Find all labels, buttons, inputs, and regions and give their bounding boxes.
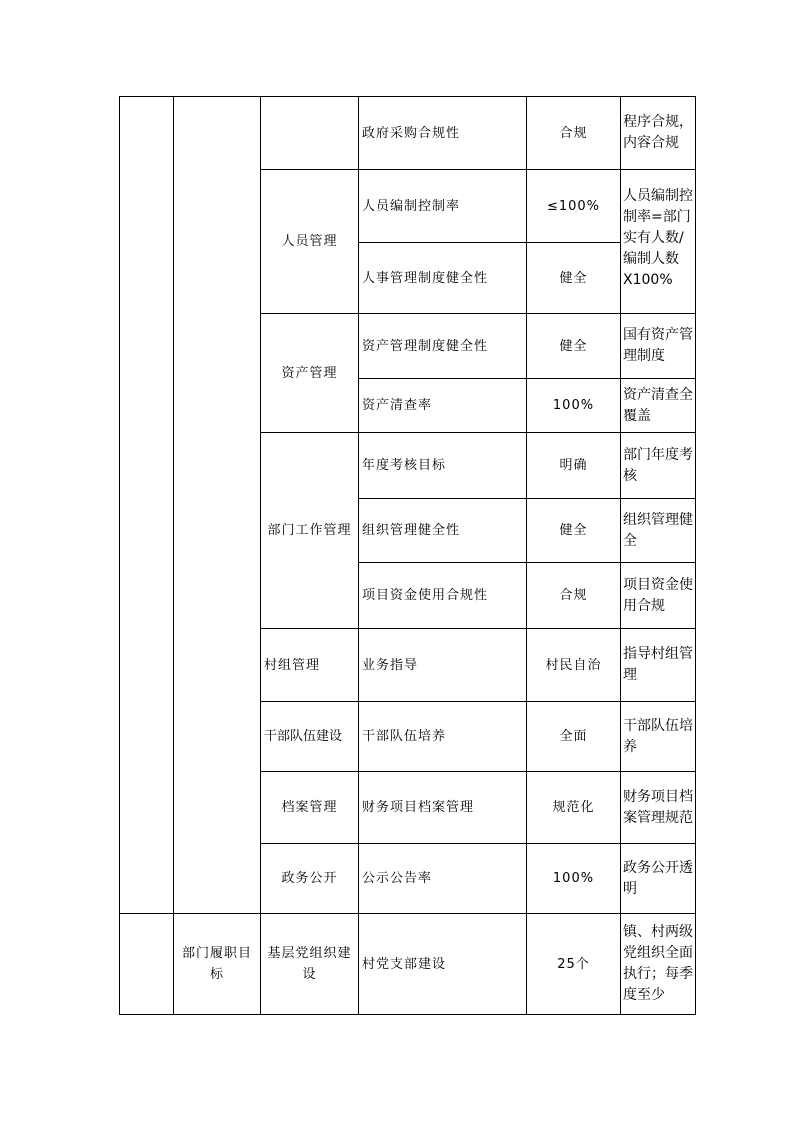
indicator-cell: 政府采购合规性	[359, 97, 527, 170]
indicator-cell: 人员编制控制率	[359, 170, 527, 243]
note-cell: 国有资产管理制度	[621, 314, 696, 379]
value-cell: 健全	[527, 243, 621, 314]
value-cell: 合规	[527, 563, 621, 629]
category-cell: 村组管理	[261, 629, 359, 702]
value-cell: ≤100%	[527, 170, 621, 243]
indicator-cell: 干部队伍培养	[359, 702, 527, 772]
level1-cell	[120, 97, 174, 914]
note-cell: 部门年度考核	[621, 433, 696, 499]
category-cell: 基层党组织建设	[261, 914, 359, 1015]
note-cell: 人员编制控制率=部门实有人数/编制人数 X100%	[621, 170, 696, 314]
note-cell: 干部队伍培养	[621, 702, 696, 772]
indicator-cell: 村党支部建设	[359, 914, 527, 1015]
note-cell: 镇、村两级党组织全面执行；每季度至少	[621, 914, 696, 1015]
category-cell: 人员管理	[261, 170, 359, 314]
value-cell: 25个	[527, 914, 621, 1015]
indicator-cell: 年度考核目标	[359, 433, 527, 499]
note-cell: 政务公开透明	[621, 844, 696, 914]
table-row	[120, 914, 696, 1015]
value-cell: 合规	[527, 97, 621, 170]
note-cell: 财务项目档案管理规范	[621, 772, 696, 844]
value-cell: 规范化	[527, 772, 621, 844]
table-row	[120, 97, 696, 170]
indicator-cell: 资产清查率	[359, 379, 527, 433]
performance-table	[119, 96, 696, 1015]
category-cell: 部门工作管理	[261, 433, 359, 629]
indicator-cell: 资产管理制度健全性	[359, 314, 527, 379]
value-cell: 健全	[527, 314, 621, 379]
category-cell: 档案管理	[261, 772, 359, 844]
note-cell: 组织管理健全	[621, 499, 696, 563]
note-cell: 资产清查全覆盖	[621, 379, 696, 433]
indicator-cell: 人事管理制度健全性	[359, 243, 527, 314]
value-cell: 村民自治	[527, 629, 621, 702]
level2-cell	[174, 97, 261, 914]
document-page	[119, 96, 696, 1015]
value-cell: 100%	[527, 844, 621, 914]
level2-cell: 部门履职目标	[174, 914, 261, 1015]
note-cell: 指导村组管理	[621, 629, 696, 702]
category-cell: 干部队伍建设	[261, 702, 359, 772]
indicator-cell: 公示公告率	[359, 844, 527, 914]
indicator-cell: 项目资金使用合规性	[359, 563, 527, 629]
category-cell: 政务公开	[261, 844, 359, 914]
note-cell: 项目资金使用合规	[621, 563, 696, 629]
value-cell: 全面	[527, 702, 621, 772]
value-cell: 100%	[527, 379, 621, 433]
note-cell: 程序合规，内容合规	[621, 97, 696, 170]
indicator-cell: 组织管理健全性	[359, 499, 527, 563]
level1-cell	[120, 914, 174, 1015]
indicator-cell: 业务指导	[359, 629, 527, 702]
value-cell: 明确	[527, 433, 621, 499]
category-cell	[261, 97, 359, 170]
category-cell: 资产管理	[261, 314, 359, 433]
indicator-cell: 财务项目档案管理	[359, 772, 527, 844]
value-cell: 健全	[527, 499, 621, 563]
